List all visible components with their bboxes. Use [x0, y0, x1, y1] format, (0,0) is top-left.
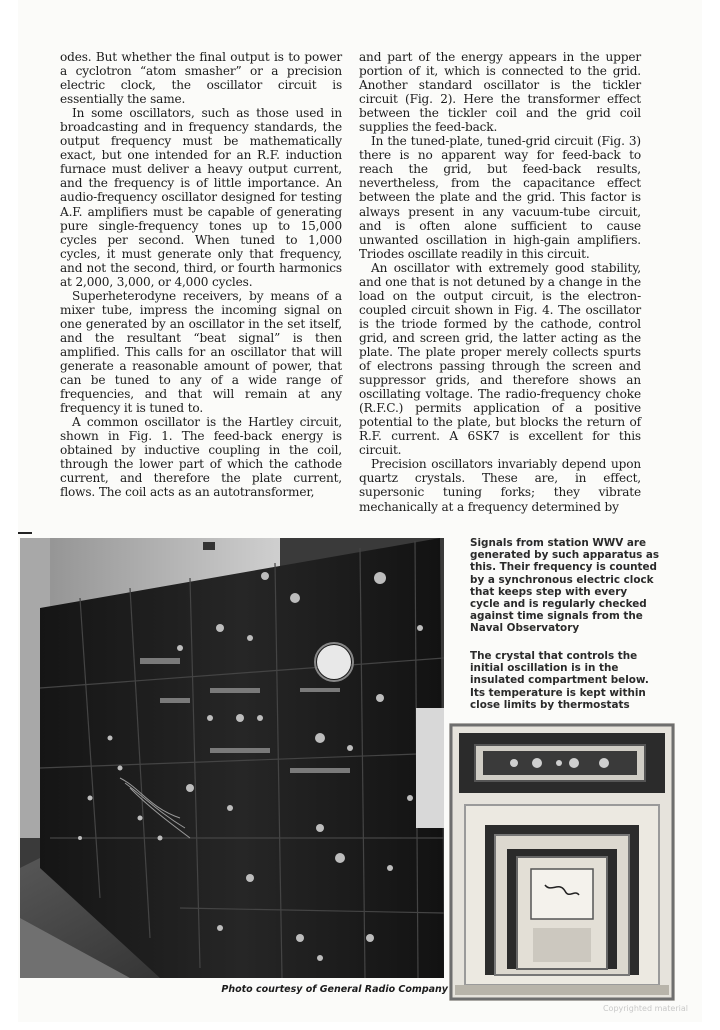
- paragraph: Superheterodyne receivers, by means of a mixer tube, impress the incoming signal on one generated by an oscillator in the set itself, and the resultant “beat signal” is then amplified. This calls for an oscillator that will generate a reasonable amount of power, that can be tuned to any of a wide range of frequencies, and that will remain at any frequency it is tuned to.: [60, 288, 342, 416]
- paragraph: odes. But whether the final output is to power a cyclotron “atom smasher” or a precision electric clock, the oscillator circuit is essentially the same.: [60, 50, 342, 107]
- equipment-rack-photo: [20, 538, 444, 978]
- crystal-compartment-photo: [449, 723, 675, 1001]
- paragraph: Precision oscillators invariably depend upon quartz crystals. These are, in effect, supersonic tuning forks; they vibrate mechanically at a frequency determined by: [359, 457, 641, 514]
- paragraph: In some oscillators, such as those used in broadcasting and in frequency standards, the output frequency must be mathematically exact, but one intended for an R.F. induction furnace must deliver a heavy output current, and the frequency is of little importance. An audio-frequency oscillator designed for testing A.F. amplifiers must be capable of generating pure single-frequency tones up to 15,000 cycles per second. When tuned to 1,000 cycles, it must generate only that frequency, and not the second, third, or fourth harmonics at 2,000, 3,000, or 4,000 cycles.: [60, 106, 342, 289]
- copyright-watermark: Copyrighted material: [602, 1004, 688, 1013]
- margin-mark: [18, 532, 32, 534]
- caption-top: Signals from station WWV are generated by such apparatus as this. Their frequency is counted by a synchronous electric clock that keeps step with every cycle and is regularly checked against time signals from the Naval Observatory: [470, 537, 660, 635]
- paragraph: An oscillator with extremely good stability, and one that is not detuned by a change in the load on the output circuit, is the electron-coupled circuit shown in Fig. 4. The oscillator is the triode formed by the cathode, control grid, and screen grid, the latter acting as the plate. The plate proper merely collects spurts of electrons passing through the screen and suppressor grids, and therefore shows an oscillating voltage. The radio-frequency choke (R.F.C.) permits application of a positive potential to the plate, but blocks the return of R.F. current. A 6SK7 is excellent for this circuit.: [359, 260, 641, 458]
- magazine-page: [18, 0, 702, 1022]
- caption-bottom: The crystal that controls the initial oscillation is in the insulated compartment below. Its temperature is kept within close limits by thermostats: [470, 650, 649, 711]
- photo-credit: Photo courtesy of General Radio Company: [221, 984, 448, 995]
- paragraph: A common oscillator is the Hartley circuit, shown in Fig. 1. The feed-back energy is obtained by inductive coupling in the coil, through the lower part of which the cathode current, and therefore the plate current, flows. The coil acts as an autotransformer,: [60, 415, 342, 500]
- paragraph: and part of the energy appears in the upper portion of it, which is connected to the grid. Another standard oscillator is the tickler circuit (Fig. 2). Here the transformer effect between the tickler coil and the grid coil supplies the feed-back.: [359, 50, 641, 135]
- text-column-right: [359, 50, 641, 514]
- text-column-left: [60, 50, 342, 500]
- paragraph: In the tuned-plate, tuned-grid circuit (Fig. 3) there is no apparent way for feed-back to reach the grid, but feed-back results, nevertheless, from the capacitance effect between the plate and the grid. This factor is always present in any vacuum-tube circuit, and is often alone sufficient to cause unwanted oscillation in high-gain amplifiers. Triodes oscillate readily in this circuit.: [359, 134, 641, 261]
